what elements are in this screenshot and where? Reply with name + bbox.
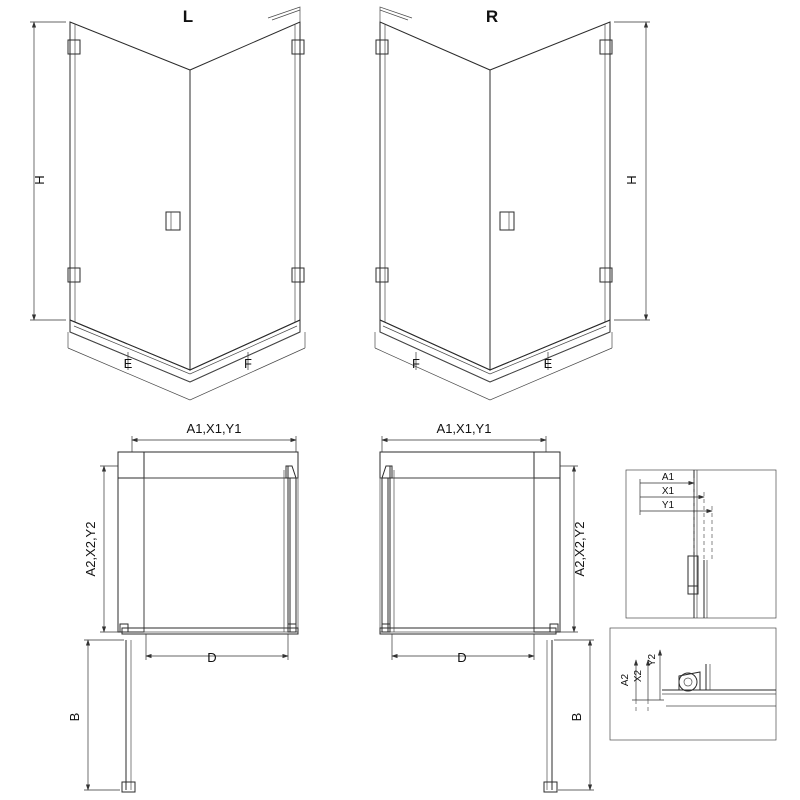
iso-view-right: [375, 7, 650, 400]
detail-top-label-y1: Y1: [661, 500, 675, 511]
detail-bottom-label-x2: X2: [633, 669, 644, 683]
detail-bottom-label-y2: Y2: [647, 653, 658, 667]
plan-left-inner-dimension: D: [207, 650, 217, 665]
plan-view-right: [380, 421, 594, 792]
plan-left-top-dimension: A1,X1,Y1: [186, 421, 242, 436]
detail-top-label-x1: X1: [661, 486, 675, 497]
plan-right-lower-dimension: B: [569, 712, 584, 722]
iso-left-height-label: H: [32, 175, 47, 185]
iso-left-view-name: L: [182, 7, 194, 26]
iso-right-panel-e-label: E: [543, 356, 553, 371]
detail-top: [626, 470, 776, 618]
detail-top-label-a1: A1: [661, 472, 675, 483]
plan-right-inner-dimension: D: [457, 650, 467, 665]
iso-right-panel-f-label: F: [412, 356, 420, 371]
iso-right-view-name: R: [485, 7, 499, 26]
detail-bottom-label-a2: A2: [620, 673, 631, 687]
plan-right-top-dimension: A1,X1,Y1: [436, 421, 492, 436]
iso-right-height-label: H: [624, 175, 639, 185]
iso-left-panel-e-label: E: [123, 356, 133, 371]
iso-left-panel-f-label: F: [244, 356, 252, 371]
iso-view-left: [30, 7, 305, 400]
detail-bottom: [610, 628, 776, 740]
plan-left-lower-dimension: B: [67, 712, 82, 722]
plan-left-side-dimension: A2,X2,Y2: [83, 521, 98, 577]
plan-right-side-dimension: A2,X2,Y2: [572, 521, 587, 577]
plan-view-left: [67, 421, 298, 792]
